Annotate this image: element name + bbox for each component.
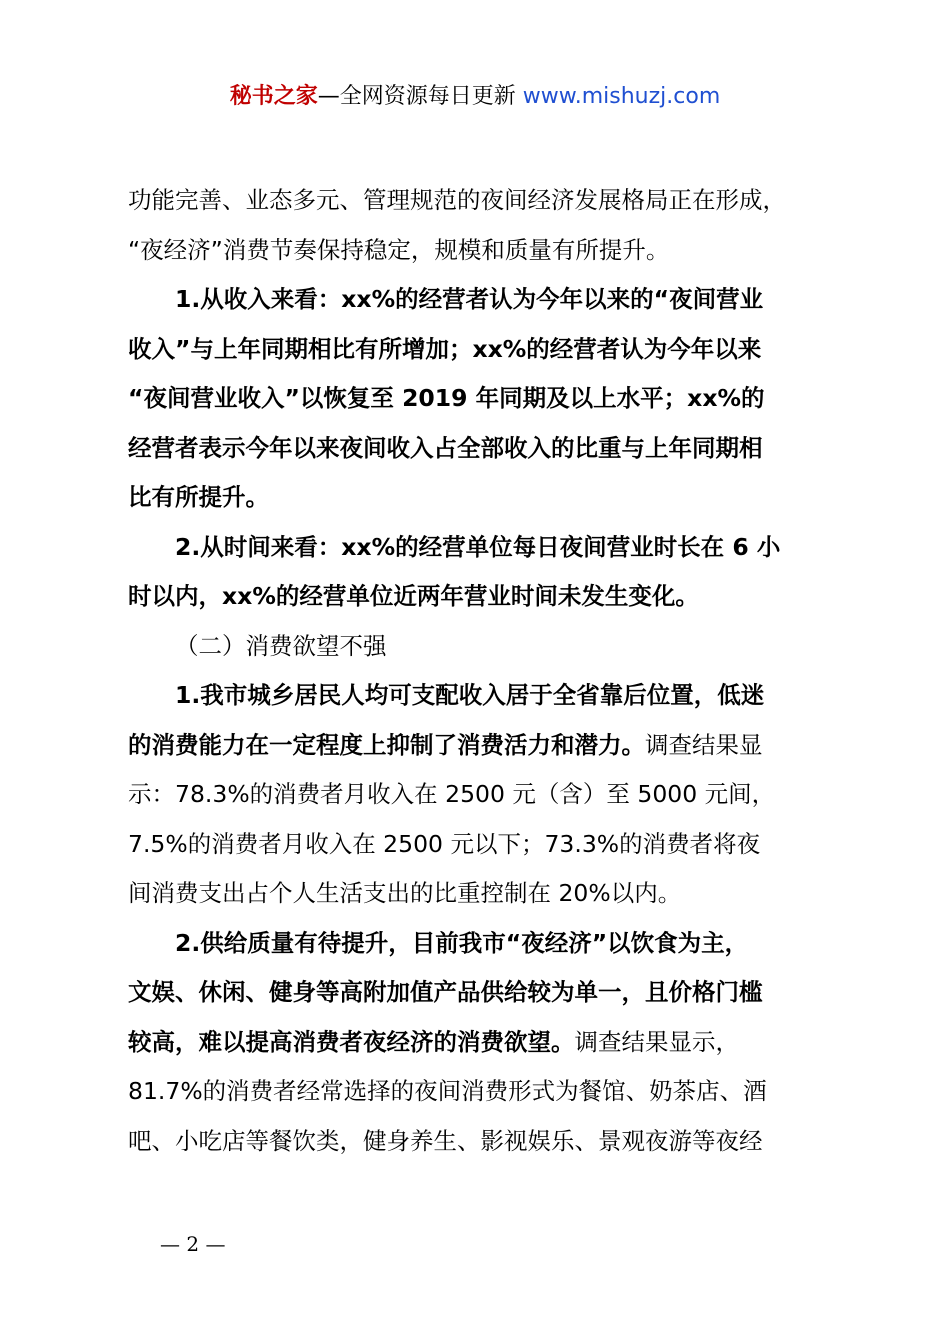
site-url[interactable]: www.mishuzj.com [522, 84, 721, 109]
text-line: 文娱、休闲、健身等高附加值产品供给较为单一，且价格门槛 [128, 978, 763, 1006]
normal-run: 调查结果显示， [574, 1027, 739, 1056]
bold-run: 较高，难以提高消费者夜经济的消费欲望。 [128, 1027, 575, 1056]
text-line [128, 721, 834, 771]
text-line: 7.5%的消费者月收入在 2500 元以下；73.3%的消费者将夜 [128, 829, 761, 858]
site-header [0, 80, 950, 114]
text-line: 1.从收入来看：xx%的经营者认为今年以来的“夜间营业 [175, 285, 764, 313]
text-line: “夜经济”消费节奏保持稳定，规模和质量有所提升。 [128, 235, 670, 264]
text-line: 经营者表示今年以来夜间收入占全部收入的比重与上年同期相 [128, 433, 763, 462]
site-tagline: —全网资源每日更新 [317, 84, 523, 109]
document-body [128, 176, 834, 1166]
text-line: 示：78.3%的消费者月收入在 2500 元（含）至 5000 元间， [128, 780, 776, 808]
text-line: “夜间营业收入”以恢复至 2019 年同期及以上水平；xx%的 [128, 384, 765, 412]
text-line [128, 1018, 834, 1068]
section-heading: （二）消费欲望不强 [175, 631, 387, 660]
bold-run: 的消费能力在一定程度上抑制了消费活力和潜力。 [128, 730, 645, 759]
text-line: 功能完善、业态多元、管理规范的夜间经济发展格局正在形成， [128, 186, 786, 214]
text-line: 比有所提升。 [128, 483, 269, 511]
text-line: 时以内，xx%的经营单位近两年营业时间未发生变化。 [128, 582, 699, 610]
page-number: — 2 — [160, 1232, 226, 1256]
text-line: 吧、小吃店等餐饮类，健身养生、影视娱乐、景观夜游等夜经 [128, 1126, 763, 1155]
text-line: 81.7%的消费者经常选择的夜间消费形式为餐馆、奶茶店、酒 [128, 1077, 767, 1105]
text-line: 1.我市城乡居民人均可支配收入居于全省靠后位置，低迷 [175, 681, 765, 709]
text-line: 收入”与上年同期相比有所增加；xx%的经营者认为今年以来 [128, 334, 762, 363]
text-line: 2.从时间来看：xx%的经营单位每日夜间营业时长在 6 小 [175, 532, 781, 561]
site-brand: 秘书之家 [229, 84, 318, 109]
text-line: 2.供给质量有待提升，目前我市“夜经济”以饮食为主， [175, 928, 749, 957]
normal-run: 调查结果显 [645, 730, 763, 759]
text-line: 间消费支出占个人生活支出的比重控制在 20%以内。 [128, 879, 682, 907]
